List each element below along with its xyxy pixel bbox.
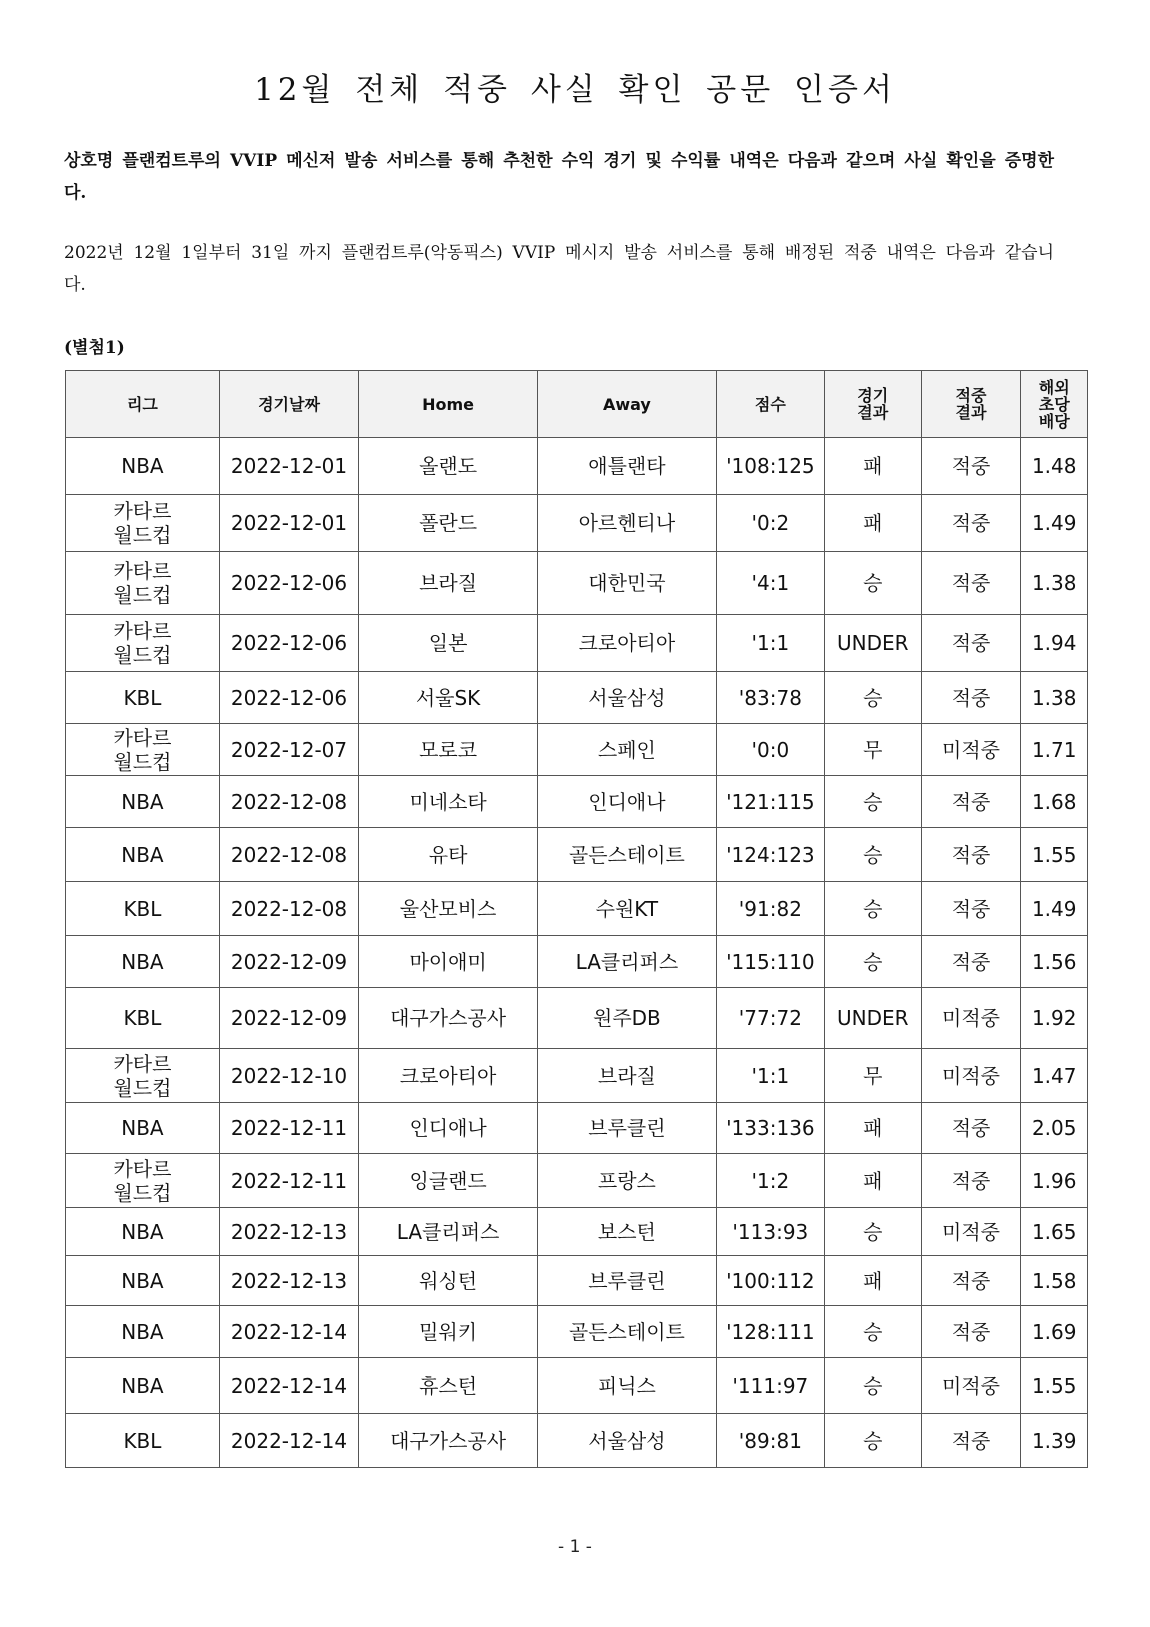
intro-paragraph: 상호명 플랜컴트루의 VVIP 메신저 발송 서비스를 통해 추천한 수익 경기 및 수익률 내역은 다음과 같으며 사실 확인을 증명한다.	[64, 151, 1054, 203]
period-paragraph: 2022년 12월 1일부터 31일 까지 플랜컴트루(악동픽스) VVIP 메시지 발송 서비스를 통해 배정된 적중 내역은 다음과 같습니다.	[64, 243, 1054, 295]
cell-odds: 1.39	[1021, 1414, 1088, 1468]
cell-league: NBA	[66, 438, 220, 495]
cell-game-result: 승	[824, 1306, 921, 1358]
cell-hit-result: 적중	[921, 438, 1021, 495]
table-row	[66, 1103, 1088, 1154]
cell-hit-result: 적중	[921, 495, 1021, 552]
cell-away: 서울삼성	[537, 1414, 716, 1468]
cell-score: '111:97	[716, 1358, 824, 1414]
cell-game-result: 승	[824, 1208, 921, 1256]
cell-home: 마이애미	[359, 936, 538, 988]
cell-home: 모로코	[359, 724, 538, 776]
cell-date: 2022-12-14	[219, 1358, 358, 1414]
cell-score: '100:112	[716, 1256, 824, 1306]
cell-league: NBA	[66, 1103, 220, 1154]
cell-home: 인디애나	[359, 1103, 538, 1154]
cell-home: 일본	[359, 615, 538, 672]
cell-hit-result: 적중	[921, 1414, 1021, 1468]
cell-odds: 1.69	[1021, 1306, 1088, 1358]
header-hit-result: 적중 결과	[921, 371, 1021, 438]
cell-hit-result: 적중	[921, 1154, 1021, 1208]
cell-away: LA클리퍼스	[537, 936, 716, 988]
cell-odds: 1.71	[1021, 724, 1088, 776]
cell-score: '124:123	[716, 828, 824, 882]
table-row	[66, 552, 1088, 615]
cell-home: 대구가스공사	[359, 988, 538, 1049]
cell-game-result: 패	[824, 1154, 921, 1208]
cell-score: '83:78	[716, 672, 824, 724]
header-away: Away	[537, 371, 716, 438]
cell-score: '4:1	[716, 552, 824, 615]
cell-odds: 1.58	[1021, 1256, 1088, 1306]
cell-league: NBA	[66, 936, 220, 988]
cell-date: 2022-12-08	[219, 776, 358, 828]
cell-odds: 1.56	[1021, 936, 1088, 988]
cell-league: NBA	[66, 1208, 220, 1256]
cell-date: 2022-12-10	[219, 1049, 358, 1103]
cell-score: '1:2	[716, 1154, 824, 1208]
cell-away: 스페인	[537, 724, 716, 776]
cell-game-result: 패	[824, 1103, 921, 1154]
header-game-result: 경기 결과	[824, 371, 921, 438]
table-body	[66, 438, 1088, 1468]
cell-home: 밀워키	[359, 1306, 538, 1358]
cell-hit-result: 적중	[921, 776, 1021, 828]
cell-game-result: 패	[824, 495, 921, 552]
table-row	[66, 724, 1088, 776]
cell-league: 카타르 월드컵	[66, 495, 220, 552]
cell-game-result: 패	[824, 438, 921, 495]
cell-date: 2022-12-14	[219, 1414, 358, 1468]
cell-game-result: 패	[824, 1256, 921, 1306]
cell-date: 2022-12-08	[219, 828, 358, 882]
table-row	[66, 936, 1088, 988]
cell-away: 브루클린	[537, 1256, 716, 1306]
cell-hit-result: 적중	[921, 1103, 1021, 1154]
cell-away: 프랑스	[537, 1154, 716, 1208]
cell-hit-result: 적중	[921, 615, 1021, 672]
cell-score: '89:81	[716, 1414, 824, 1468]
cell-away: 수원KT	[537, 882, 716, 936]
cell-away: 서울삼성	[537, 672, 716, 724]
cell-score: '113:93	[716, 1208, 824, 1256]
cell-away: 보스턴	[537, 1208, 716, 1256]
cell-away: 인디애나	[537, 776, 716, 828]
header-odds: 해외 초당 배당	[1021, 371, 1088, 438]
cell-away: 크로아티아	[537, 615, 716, 672]
cell-odds: 1.38	[1021, 552, 1088, 615]
cell-league: KBL	[66, 1414, 220, 1468]
cell-game-result: 무	[824, 724, 921, 776]
table-row	[66, 776, 1088, 828]
cell-away: 골든스테이트	[537, 828, 716, 882]
cell-date: 2022-12-06	[219, 615, 358, 672]
cell-odds: 1.92	[1021, 988, 1088, 1049]
cell-game-result: 승	[824, 776, 921, 828]
cell-home: 잉글랜드	[359, 1154, 538, 1208]
cell-hit-result: 적중	[921, 1256, 1021, 1306]
cell-league: NBA	[66, 1306, 220, 1358]
cell-date: 2022-12-09	[219, 936, 358, 988]
cell-hit-result: 적중	[921, 1306, 1021, 1358]
cell-date: 2022-12-11	[219, 1154, 358, 1208]
cell-game-result: UNDER	[824, 988, 921, 1049]
cell-date: 2022-12-08	[219, 882, 358, 936]
cell-away: 브루클린	[537, 1103, 716, 1154]
cell-home: 휴스턴	[359, 1358, 538, 1414]
cell-game-result: 승	[824, 828, 921, 882]
cell-score: '1:1	[716, 615, 824, 672]
cell-league: 카타르 월드컵	[66, 1049, 220, 1103]
cell-date: 2022-12-13	[219, 1208, 358, 1256]
cell-hit-result: 적중	[921, 882, 1021, 936]
cell-game-result: 승	[824, 936, 921, 988]
cell-odds: 1.49	[1021, 495, 1088, 552]
cell-home: 대구가스공사	[359, 1414, 538, 1468]
cell-game-result: 승	[824, 882, 921, 936]
page-number: - 1 -	[558, 1537, 592, 1557]
table-row	[66, 495, 1088, 552]
cell-hit-result: 적중	[921, 552, 1021, 615]
cell-game-result: UNDER	[824, 615, 921, 672]
cell-league: KBL	[66, 882, 220, 936]
cell-odds: 1.65	[1021, 1208, 1088, 1256]
cell-odds: 1.49	[1021, 882, 1088, 936]
cell-home: 울산모비스	[359, 882, 538, 936]
header-home: Home	[359, 371, 538, 438]
cell-score: '128:111	[716, 1306, 824, 1358]
cell-game-result: 승	[824, 672, 921, 724]
cell-home: 폴란드	[359, 495, 538, 552]
cell-date: 2022-12-11	[219, 1103, 358, 1154]
cell-league: NBA	[66, 776, 220, 828]
cell-game-result: 승	[824, 552, 921, 615]
cell-league: 카타르 월드컵	[66, 724, 220, 776]
cell-date: 2022-12-14	[219, 1306, 358, 1358]
cell-away: 아르헨티나	[537, 495, 716, 552]
cell-home: 워싱턴	[359, 1256, 538, 1306]
cell-odds: 1.48	[1021, 438, 1088, 495]
cell-odds: 1.38	[1021, 672, 1088, 724]
table-row	[66, 438, 1088, 495]
cell-away: 애틀랜타	[537, 438, 716, 495]
table-row	[66, 1208, 1088, 1256]
header-score: 점수	[716, 371, 824, 438]
cell-home: LA클리퍼스	[359, 1208, 538, 1256]
cell-league: NBA	[66, 828, 220, 882]
cell-date: 2022-12-13	[219, 1256, 358, 1306]
cell-hit-result: 적중	[921, 672, 1021, 724]
cell-score: '133:136	[716, 1103, 824, 1154]
cell-game-result: 승	[824, 1358, 921, 1414]
cell-hit-result: 미적중	[921, 1049, 1021, 1103]
cell-score: '91:82	[716, 882, 824, 936]
results-table	[65, 370, 1088, 1468]
cell-home: 크로아티아	[359, 1049, 538, 1103]
cell-hit-result: 미적중	[921, 724, 1021, 776]
cell-odds: 1.68	[1021, 776, 1088, 828]
cell-score: '108:125	[716, 438, 824, 495]
cell-league: KBL	[66, 672, 220, 724]
cell-hit-result: 적중	[921, 936, 1021, 988]
cell-score: '121:115	[716, 776, 824, 828]
header-league: 리그	[66, 371, 220, 438]
cell-date: 2022-12-01	[219, 495, 358, 552]
table-header-row	[66, 371, 1088, 438]
cell-date: 2022-12-06	[219, 552, 358, 615]
cell-league: KBL	[66, 988, 220, 1049]
cell-odds: 1.47	[1021, 1049, 1088, 1103]
cell-home: 미네소타	[359, 776, 538, 828]
cell-league: NBA	[66, 1358, 220, 1414]
cell-home: 서울SK	[359, 672, 538, 724]
cell-league: 카타르 월드컵	[66, 1154, 220, 1208]
table-row	[66, 1256, 1088, 1306]
table-row	[66, 1154, 1088, 1208]
cell-hit-result: 적중	[921, 828, 1021, 882]
table-row	[66, 1414, 1088, 1468]
cell-date: 2022-12-01	[219, 438, 358, 495]
cell-league: NBA	[66, 1256, 220, 1306]
cell-away: 원주DB	[537, 988, 716, 1049]
cell-date: 2022-12-07	[219, 724, 358, 776]
cell-league: 카타르 월드컵	[66, 552, 220, 615]
table-row	[66, 1358, 1088, 1414]
cell-date: 2022-12-09	[219, 988, 358, 1049]
table-row	[66, 828, 1088, 882]
cell-away: 대한민국	[537, 552, 716, 615]
cell-hit-result: 미적중	[921, 1208, 1021, 1256]
cell-score: '115:110	[716, 936, 824, 988]
cell-odds: 1.55	[1021, 828, 1088, 882]
annex-label: (별첨1)	[64, 338, 125, 358]
cell-home: 올랜도	[359, 438, 538, 495]
cell-odds: 1.94	[1021, 615, 1088, 672]
cell-away: 피닉스	[537, 1358, 716, 1414]
cell-game-result: 승	[824, 1414, 921, 1468]
header-date: 경기날짜	[219, 371, 358, 438]
cell-score: '1:1	[716, 1049, 824, 1103]
cell-hit-result: 미적중	[921, 1358, 1021, 1414]
cell-odds: 1.55	[1021, 1358, 1088, 1414]
table-row	[66, 1306, 1088, 1358]
cell-score: '0:0	[716, 724, 824, 776]
document-title: 12월 전체 적중 사실 확인 공문 인증서	[254, 72, 896, 108]
table-row	[66, 1049, 1088, 1103]
table-row	[66, 615, 1088, 672]
cell-home: 브라질	[359, 552, 538, 615]
table-row	[66, 882, 1088, 936]
table-row	[66, 988, 1088, 1049]
cell-score: '77:72	[716, 988, 824, 1049]
cell-league: 카타르 월드컵	[66, 615, 220, 672]
table-row	[66, 672, 1088, 724]
cell-away: 골든스테이트	[537, 1306, 716, 1358]
cell-date: 2022-12-06	[219, 672, 358, 724]
cell-away: 브라질	[537, 1049, 716, 1103]
cell-hit-result: 미적중	[921, 988, 1021, 1049]
cell-home: 유타	[359, 828, 538, 882]
cell-odds: 1.96	[1021, 1154, 1088, 1208]
cell-game-result: 무	[824, 1049, 921, 1103]
cell-score: '0:2	[716, 495, 824, 552]
cell-odds: 2.05	[1021, 1103, 1088, 1154]
